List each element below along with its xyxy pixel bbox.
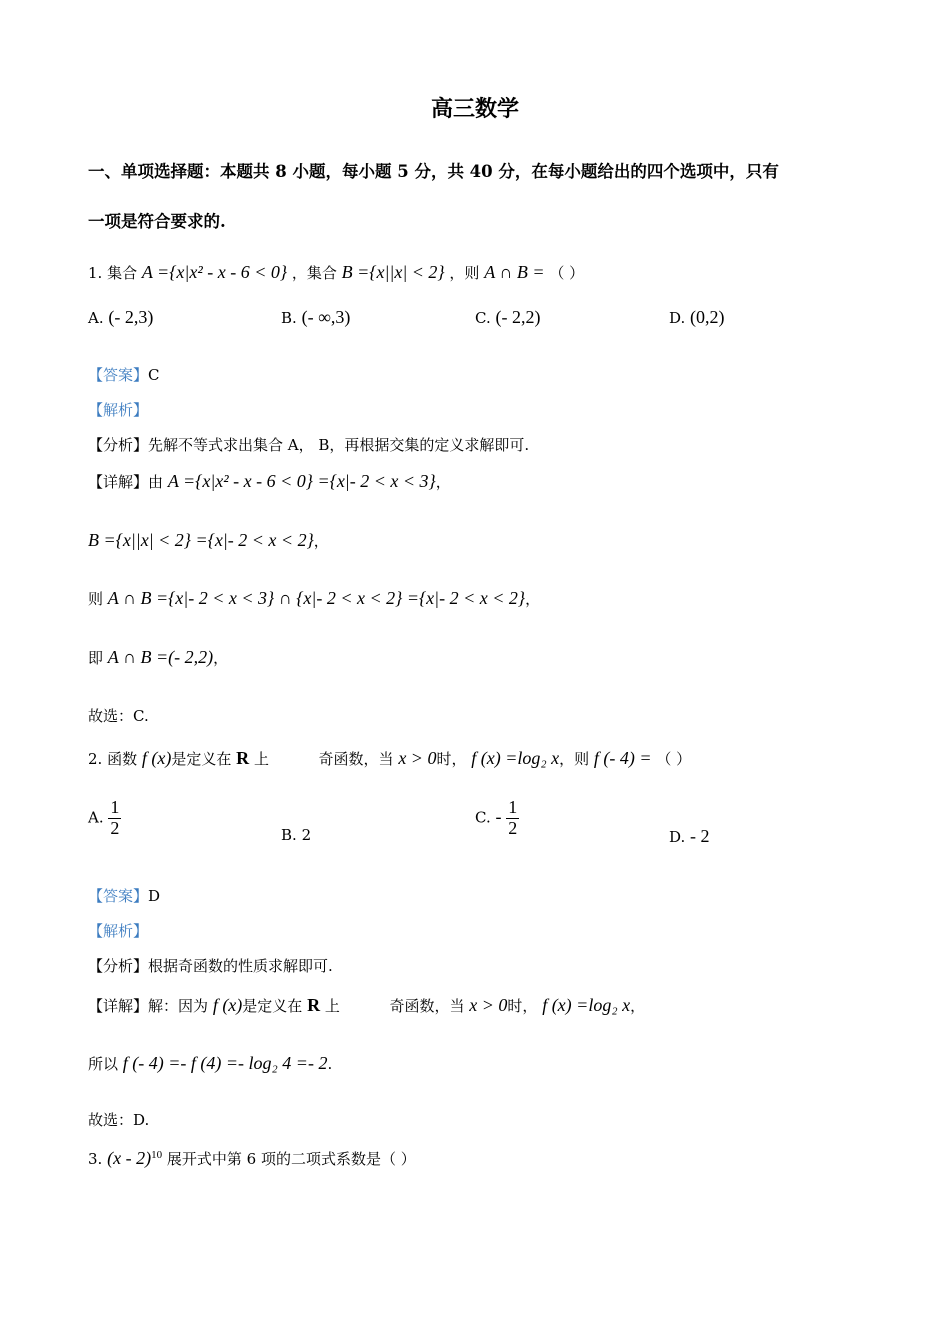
q1-detail-math3: A ∩ B ={x|- 2 < x < 3} ∩ {x|- 2 < x < 2} ={x|- 2 < x < 2} xyxy=(107,588,526,608)
q1-option-a-value: (- 2,3) xyxy=(108,307,154,327)
q2-paren: （ ） xyxy=(656,750,692,768)
q1-detail-math1: A ={x|x² - x - 6 < 0} ={x|- 2 < x < 3} xyxy=(167,471,436,491)
q1-option-b-label: B. xyxy=(281,309,297,327)
q2-option-c-sign: - xyxy=(495,806,502,827)
q2-analysis-tag: 【解析】 xyxy=(88,922,149,940)
q1-fenxi-tag: 【分析】 xyxy=(88,436,149,454)
q2-conclusion: 故选：D. xyxy=(88,1111,150,1129)
q1-mid: ，集合 xyxy=(291,264,337,282)
q2-option-d-label: D. xyxy=(669,828,686,846)
q2-detail-when: 时， xyxy=(507,997,538,1015)
q2-option-c-label: C. xyxy=(475,808,491,827)
q1-detail-line4-end: ， xyxy=(213,649,229,667)
q1-option-a xyxy=(88,307,153,328)
q1-paren: （ ） xyxy=(549,264,585,282)
q1-option-d xyxy=(669,307,725,328)
q1-expr: A ∩ B = xyxy=(484,262,545,282)
q2-odd: 奇函数，当 xyxy=(318,750,394,768)
q2-detail-math2: f (- 4) =- f (4) =- log₂ 4 =- 2 xyxy=(122,1053,328,1073)
q2-option-d xyxy=(669,826,710,847)
q2-option-b xyxy=(281,826,311,844)
q2-option-a-fraction xyxy=(108,798,121,839)
q2-option-d-value: - 2 xyxy=(690,826,710,846)
q2-detail-fx: f (x) xyxy=(212,995,243,1015)
q2-option-c xyxy=(475,798,519,839)
q3-stem xyxy=(88,1148,416,1169)
q2-number: 2. 函数 xyxy=(88,750,138,768)
q1-detail-line2 xyxy=(88,530,329,551)
q2-option-a-denominator: 2 xyxy=(110,817,120,838)
q2-detail-odd: 奇函数，当 xyxy=(389,997,465,1015)
q1-detail-math4: A ∩ B =(- 2,2) xyxy=(107,647,214,667)
page-title: 高三数学 xyxy=(430,96,519,122)
q1-option-a-label: A. xyxy=(88,309,104,327)
q2-detail-R: R xyxy=(307,995,321,1015)
q2-option-b-value: 2 xyxy=(301,826,312,844)
q2-option-c-numerator: 1 xyxy=(508,797,518,817)
q1-number: 1. 集合 xyxy=(88,264,138,282)
q1-detail-line4-pre: 即 xyxy=(88,649,104,667)
q2-detail-line2-end: . xyxy=(327,1055,333,1073)
q2-detail-def: 是定义在 xyxy=(242,997,303,1015)
q1-conclusion: 故选：C. xyxy=(88,707,149,725)
q2-detail-on: 上 xyxy=(324,997,340,1015)
q2-option-c-fraction xyxy=(506,798,519,839)
q2-detail-tag: 【详解】 xyxy=(88,997,149,1015)
q2-when: 时， xyxy=(436,750,467,768)
q2-answer-value: D xyxy=(148,887,161,905)
q3-text: 展开式中第 6 项的二项式系数是（ ） xyxy=(166,1150,416,1168)
q1-option-d-label: D. xyxy=(669,309,686,327)
q2-option-a xyxy=(88,798,121,839)
q3-expr: (x - 2) xyxy=(107,1148,152,1168)
q1-detail-pre: 由 xyxy=(148,473,164,491)
q1-set-a: A ={x|x² - x - 6 < 0} xyxy=(141,262,288,282)
q2-option-a-label: A. xyxy=(88,808,104,827)
q2-option-c-denominator: 2 xyxy=(508,817,518,838)
q1-detail-tag: 【详解】 xyxy=(88,473,149,491)
q2-cond: x > 0 xyxy=(398,748,437,768)
q1-detail-line1-end: ， xyxy=(435,473,451,491)
q2-then: ，则 xyxy=(559,750,590,768)
q2-detail-cond: x > 0 xyxy=(469,995,508,1015)
q2-func: f (x) =log₂ x xyxy=(471,748,560,768)
q1-tail: ，则 xyxy=(449,264,480,282)
q2-R: R xyxy=(236,748,250,768)
q1-detail-line1 xyxy=(88,471,451,492)
q2-detail-line2-pre: 所以 xyxy=(88,1055,119,1073)
q1-detail-line3-end: ， xyxy=(525,590,541,608)
q1-option-b-value: (- ∞,3) xyxy=(301,307,351,327)
q1-option-c-value: (- 2,2) xyxy=(495,307,541,327)
q1-option-b xyxy=(281,307,350,328)
q2-stem xyxy=(88,748,691,769)
q2-fx: f (x) xyxy=(141,748,172,768)
q1-option-d-value: (0,2) xyxy=(690,307,725,327)
q1-fenxi xyxy=(88,434,529,455)
section-heading-line1: 一、单项选择题：本题共 8 小题，每小题 5 分，共 40 分，在每小题给出的四个选项中，只有 xyxy=(88,162,779,181)
q2-fenxi xyxy=(88,955,333,976)
q2-option-b-label: B. xyxy=(281,826,297,844)
q1-answer-value: C xyxy=(148,366,160,384)
q2-fenxi-text: 根据奇函数的性质求解即可. xyxy=(148,957,333,975)
q1-detail-line4 xyxy=(88,647,228,668)
q3-number: 3. xyxy=(88,1150,103,1168)
q1-stem xyxy=(88,262,584,283)
q2-answer xyxy=(88,885,160,906)
q1-detail-line3 xyxy=(88,588,540,609)
q1-fenxi-text: 先解不等式求出集合 A， B，再根据交集的定义求解即可. xyxy=(148,436,530,454)
q1-answer-tag: 【答案】 xyxy=(88,366,149,384)
q2-fenxi-tag: 【分析】 xyxy=(88,957,149,975)
q1-option-c-label: C. xyxy=(475,309,491,327)
q2-ask: f (- 4) = xyxy=(593,748,652,768)
q2-option-a-numerator: 1 xyxy=(110,797,120,817)
q2-detail-line2 xyxy=(88,1053,332,1074)
q1-analysis-tag: 【解析】 xyxy=(88,401,149,419)
section-heading-line2: 一项是符合要求的. xyxy=(88,212,226,231)
q2-def: 是定义在 xyxy=(171,750,232,768)
q2-detail-func: f (x) =log₂ x xyxy=(542,995,631,1015)
q1-answer xyxy=(88,364,160,385)
q2-on: 上 xyxy=(253,750,269,768)
q1-detail-line2-end: ， xyxy=(313,532,329,550)
q1-set-b: B ={x||x| < 2} xyxy=(341,262,445,282)
q1-detail-math2: B ={x||x| < 2} ={x|- 2 < x < 2} xyxy=(88,530,314,550)
q3-power: 10 xyxy=(151,1149,163,1161)
q2-answer-tag: 【答案】 xyxy=(88,887,149,905)
q1-detail-line3-pre: 则 xyxy=(88,590,104,608)
q1-option-c xyxy=(475,307,540,328)
q2-detail-pre: 解：因为 xyxy=(148,997,209,1015)
q2-detail-line1: 【详解】解：因为 f (x)是定义在 R 上 奇函数，当 x > 0时， f (x) =log₂ x， xyxy=(88,995,646,1015)
